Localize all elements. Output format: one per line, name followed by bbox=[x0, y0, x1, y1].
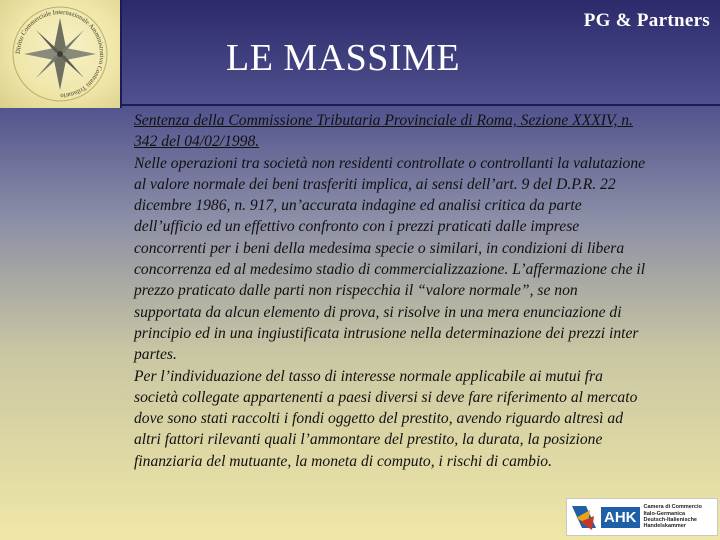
compass-logo bbox=[0, 0, 122, 108]
brand-name: PG & Partners bbox=[583, 10, 710, 31]
ahk-emblem-icon bbox=[570, 502, 598, 532]
ahk-line: Camera di Commercio bbox=[643, 504, 702, 511]
compass-rose-icon bbox=[0, 0, 120, 108]
header-divider bbox=[122, 104, 720, 106]
ahk-name: AHK bbox=[601, 507, 640, 528]
ahk-line: Deutsch-Italienische bbox=[643, 517, 697, 523]
paragraph-1: Nelle operazioni tra società non residenti controllate o controllanti la valutazione al valore normale dei beni trasferiti implica, ai sensi dell’art. 9 del D.P.R. 22 dicembre 1986, n. 917, un’accurata indagine ed analisi critica da parte dell’ufficio ed un effettivo confronto con i prezzi praticati dalle imprese concorrenti per i beni della medesima specie o similari, in condizioni di libera concorrenza ed al medesimo stadio di commercializzazione. L’affermazione che il prezzo praticato dalle parti non rispecchia il “valore normale”, se non supportata da alcun elemento di prova, si risolve in una mera enunciazione di principio ed in una ingiustificata intrusione nella determinazione dei prezzi inter partes. bbox=[134, 154, 646, 364]
citation-heading: Sentenza della Commissione Tributaria Provinciale di Roma, Sezione XXXIV, n. 342 del 04/02/1998. bbox=[134, 112, 633, 151]
ahk-subtitle bbox=[644, 504, 702, 530]
paragraph-2: Per l’individuazione del tasso di interesse normale applicabile ai mutui fra società collegate appartenenti a paesi diversi si deve fare riferimento al mercato dove sono stati raccolti i fondi oggetto del prestito, avendo riguardo altresì ad altri fattori rilevanti quali l’ammontare del prestito, la durata, la posizione finanziaria del mutuante, la moneta di computo, i rischi di cambio. bbox=[134, 367, 638, 470]
document-body bbox=[134, 110, 646, 472]
page-title: LE MASSIME bbox=[226, 37, 461, 79]
ahk-logo bbox=[566, 498, 718, 536]
ahk-line: Handelskammer bbox=[643, 523, 686, 530]
ahk-line: Italo-Germanica bbox=[643, 510, 686, 517]
logo-ring-text: Diritto Commerciale Internazionale Amministrativo Contratti Tributario bbox=[14, 8, 106, 100]
